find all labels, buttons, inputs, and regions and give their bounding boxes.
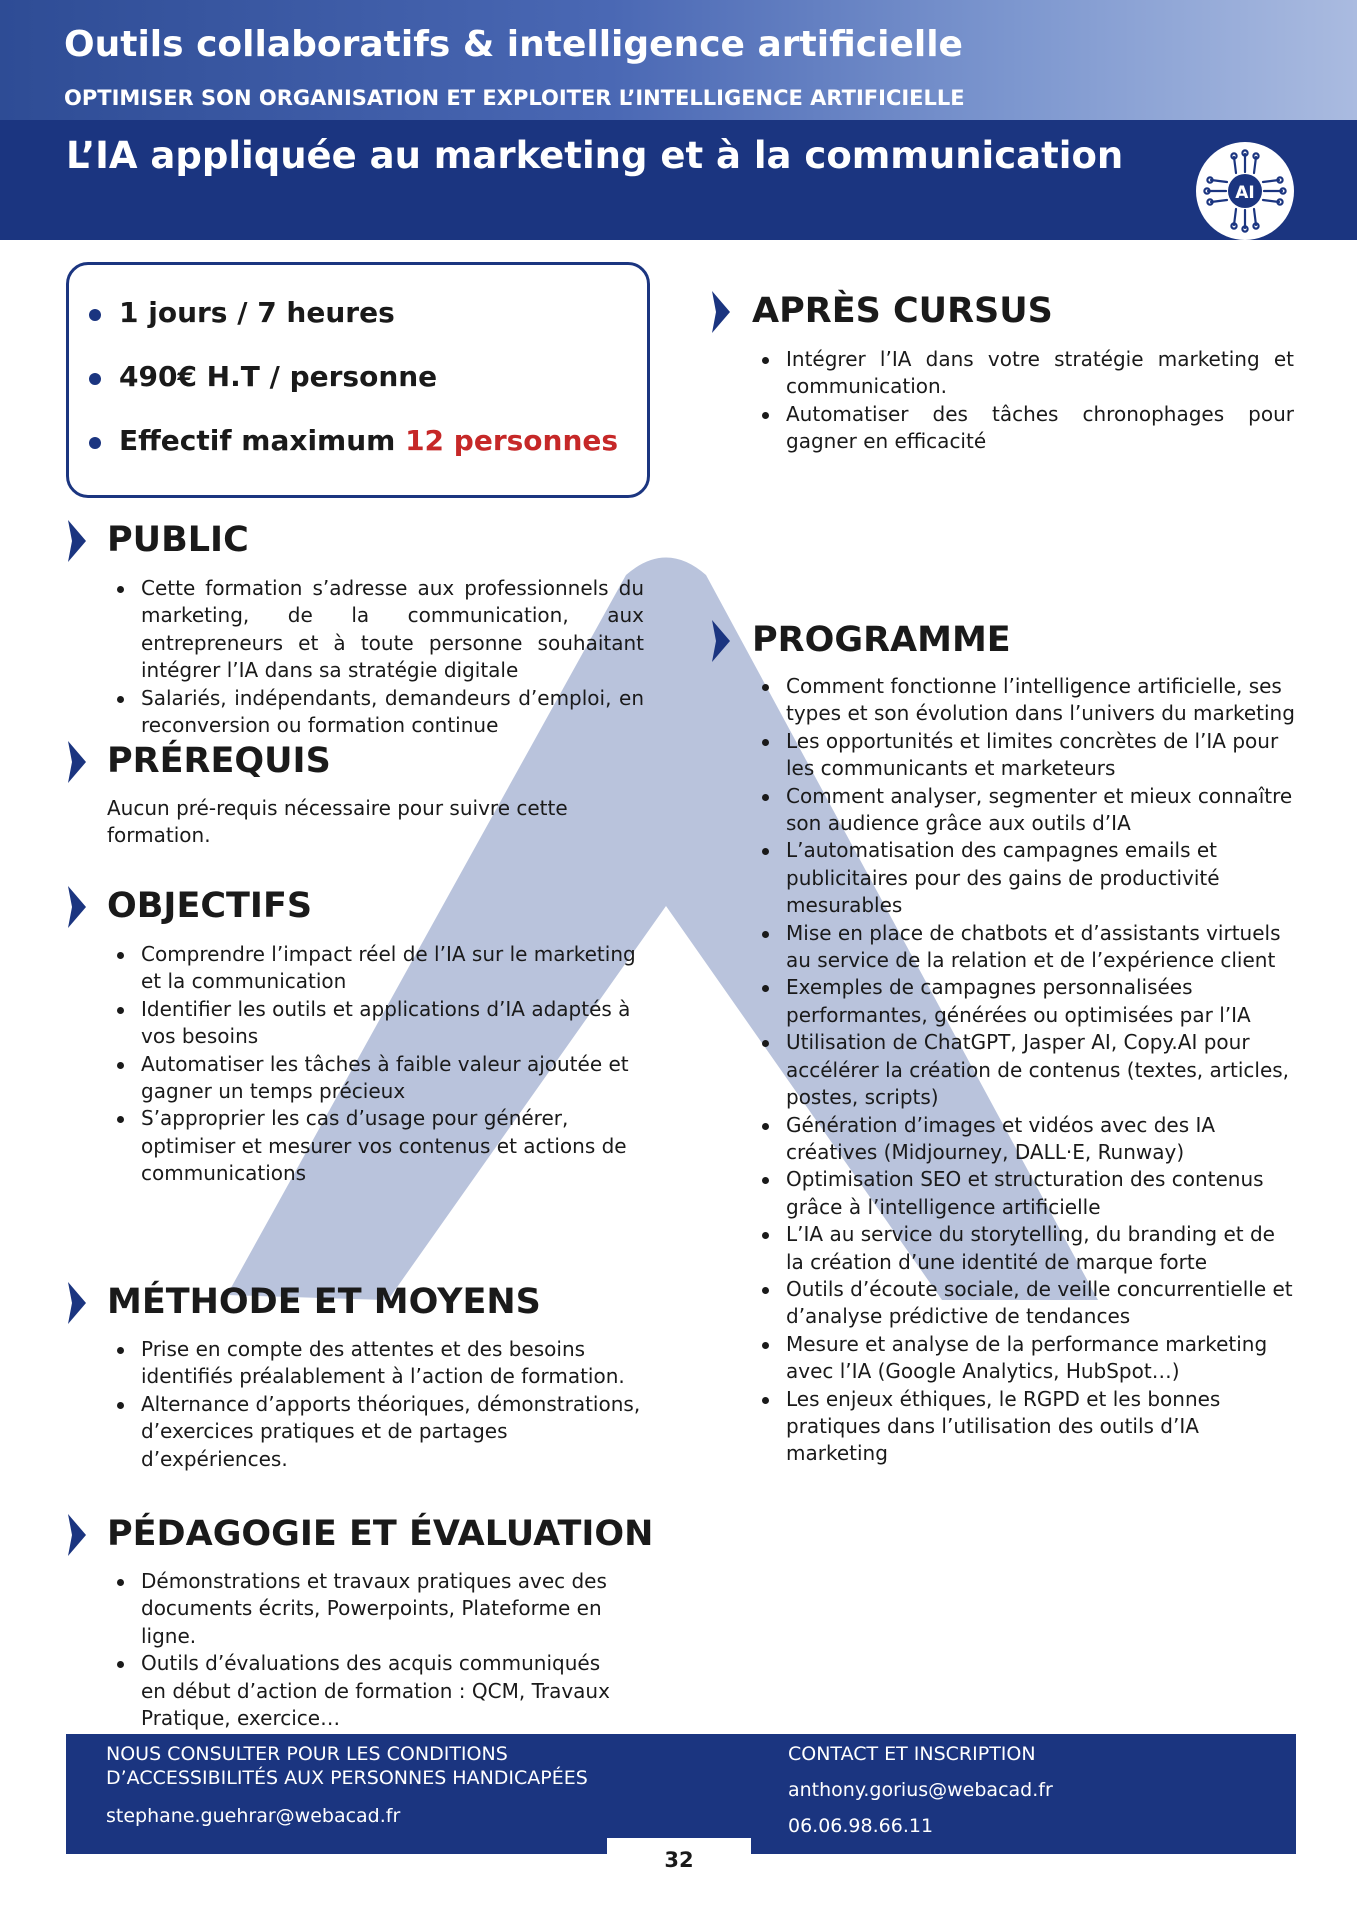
list-item: Automatiser les tâches à faible valeur ajoutée et gagner un temps précieux (107, 1051, 647, 1106)
chevron-right-icon (66, 520, 86, 562)
ai-badge-label: AI (1235, 183, 1255, 203)
programme-list (752, 673, 1297, 1468)
apres-cursus-heading: APRÈS CURSUS (752, 291, 1053, 331)
list-item: Les enjeux éthiques, le RGPD et les bonnes pratiques dans l’utilisation des outils d’IA marketing (752, 1386, 1297, 1468)
methode-list (107, 1336, 647, 1473)
list-item: Génération d’images et vidéos avec des IA créatives (Midjourney, DALL·E, Runway) (752, 1112, 1297, 1167)
accessibility-email-link[interactable]: stephane.guehrar@webacad.fr (106, 1805, 401, 1827)
list-item: L’automatisation des campagnes emails et publicitaires pour des gains de productivité mesurables (752, 837, 1297, 919)
list-item: Exemples de campagnes personnalisées performantes, générées ou optimisées par l’IA (752, 974, 1297, 1029)
list-item: Prise en compte des attentes et des besoins identifiés préalablement à l’action de formation. (107, 1336, 647, 1391)
list-item: Identifier les outils et applications d’IA adaptés à vos besoins (107, 996, 647, 1051)
chevron-right-icon (66, 741, 86, 783)
contact-email-link[interactable]: anthony.gorius@webacad.fr (788, 1779, 1053, 1801)
list-item: Salariés, indépendants, demandeurs d’emploi, en reconversion ou formation continue (107, 685, 644, 740)
list-item: Intégrer l’IA dans votre stratégie marketing et communication. (752, 346, 1294, 401)
course-info-box (66, 262, 650, 498)
list-item: Cette formation s’adresse aux professionnels du marketing, de la communication, aux entrepreneurs et à toute personne souhaitant intégrer l’IA dans sa stratégie digitale (107, 575, 644, 685)
catalog-title: Outils collaboratifs & intelligence artificielle (64, 24, 963, 65)
page-number: 32 (664, 1848, 694, 1872)
pedagogie-heading: PÉDAGOGIE ET ÉVALUATION (107, 1514, 654, 1554)
list-item: Utilisation de ChatGPT, Jasper AI, Copy.AI pour accélérer la création de contenus (textes, articles, postes, scripts) (752, 1029, 1297, 1111)
capacity (119, 424, 618, 457)
list-item: Mise en place de chatbots et d’assistants virtuels au service de la relation et de l’expérience client (752, 920, 1297, 975)
list-item: S’approprier les cas d’usage pour générer, optimiser et mesurer vos contenus et actions de communications (107, 1105, 647, 1187)
list-item: Outils d’évaluations des acquis communiqués en début d’action de formation : QCM, Travaux Pratique, exercice… (107, 1650, 627, 1732)
list-item: Alternance d’apports théoriques, démonstrations, d’exercices pratiques et de partages d’expériences. (107, 1391, 647, 1473)
list-item: Comprendre l’impact réel de l’IA sur le marketing et la communication (107, 941, 647, 996)
apres-cursus-list (752, 346, 1294, 456)
footer-bar (66, 1734, 1296, 1854)
duration: 1 jours / 7 heures (119, 296, 395, 329)
chevron-right-icon (710, 620, 730, 662)
chevron-right-icon (66, 1282, 86, 1324)
list-item: Les opportunités et limites concrètes de l’IA pour les communicants et marketeurs (752, 728, 1297, 783)
prerequis-heading: PRÉREQUIS (107, 741, 331, 781)
public-list (107, 575, 644, 739)
objectifs-list (107, 941, 647, 1188)
accessibility-info (106, 1742, 666, 1828)
list-item: Comment fonctionne l’intelligence artificielle, ses types et son évolution dans l’univers du marketing (752, 673, 1297, 728)
contact-label: CONTACT ET INSCRIPTION (788, 1743, 1036, 1765)
pedagogie-list (107, 1568, 627, 1732)
chevron-right-icon (66, 886, 86, 928)
methode-heading: MÉTHODE ET MOYENS (107, 1282, 541, 1322)
chevron-right-icon (710, 291, 730, 333)
list-item: Démonstrations et travaux pratiques avec des documents écrits, Powerpoints, Plateforme en ligne. (107, 1568, 627, 1650)
accessibility-line-2: D’ACCESSIBILITÉS AUX PERSONNES HANDICAPÉES (106, 1767, 588, 1789)
public-heading: PUBLIC (107, 520, 249, 560)
list-item: Automatiser des tâches chronophages pour gagner en efficacité (752, 401, 1294, 456)
objectifs-heading: OBJECTIFS (107, 886, 313, 926)
capacity-label: Effectif maximum (119, 424, 396, 457)
accessibility-line-1: NOUS CONSULTER POUR LES CONDITIONS (106, 1743, 508, 1765)
contact-info (788, 1742, 1053, 1850)
list-item: L’IA au service du storytelling, du branding et de la création d’une identité de marque forte (752, 1221, 1297, 1276)
list-item: Outils d’écoute sociale, de veille concurrentielle et d’analyse prédictive de tendances (752, 1276, 1297, 1331)
contact-phone: 06.06.98.66.11 (788, 1815, 934, 1837)
prerequis-text: Aucun pré-requis nécessaire pour suivre cette formation. (107, 796, 568, 848)
programme-heading: PROGRAMME (752, 620, 1011, 660)
capacity-value: 12 personnes (405, 424, 619, 457)
catalog-subtitle: OPTIMISER SON ORGANISATION ET EXPLOITER L’INTELLIGENCE ARTIFICIELLE (64, 86, 965, 110)
list-item: Mesure et analyse de la performance marketing avec l’IA (Google Analytics, HubSpot…) (752, 1331, 1297, 1386)
course-title: L’IA appliquée au marketing et à la communication (66, 134, 1124, 177)
chevron-right-icon (66, 1514, 86, 1556)
list-item: Comment analyser, segmenter et mieux connaître son audience grâce aux outils d’IA (752, 783, 1297, 838)
list-item: Optimisation SEO et structuration des contenus grâce à l’intelligence artificielle (752, 1166, 1297, 1221)
price: 490€ H.T / personne (119, 360, 438, 393)
